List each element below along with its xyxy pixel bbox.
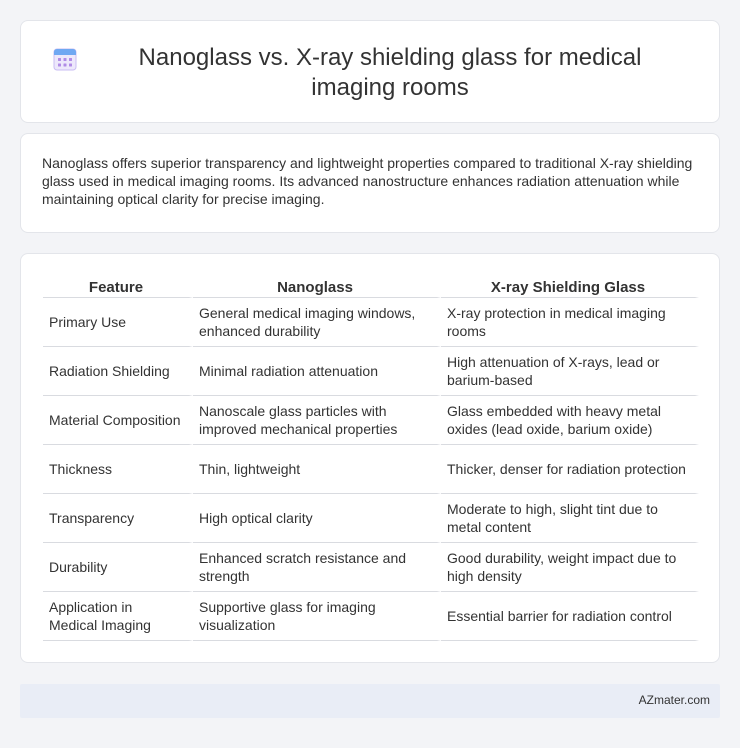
row-xray-glass: Thicker, denser for radiation protection bbox=[441, 445, 699, 494]
comparison-card bbox=[20, 253, 720, 663]
row-nanoglass: Nanoscale glass particles with improved mechanical properties bbox=[193, 396, 441, 445]
footer-bar bbox=[20, 684, 720, 718]
row-xray-glass: Moderate to high, slight tint due to metal content bbox=[441, 494, 699, 543]
row-feature: Thickness bbox=[43, 445, 193, 494]
row-nanoglass: Enhanced scratch resistance and strength bbox=[193, 543, 441, 592]
table-row bbox=[43, 494, 699, 543]
page-title: Nanoglass vs. X-ray shielding glass for medical imaging rooms bbox=[138, 44, 642, 101]
intro-card bbox=[20, 133, 720, 233]
row-feature: Primary Use bbox=[43, 298, 193, 347]
row-feature: Durability bbox=[43, 543, 193, 592]
header-feature: Feature bbox=[43, 276, 193, 298]
table-row bbox=[43, 396, 699, 445]
table-row bbox=[43, 543, 699, 592]
header-nanoglass: Nanoglass bbox=[193, 276, 441, 298]
intro-paragraph: Nanoglass offers superior transparency and lightweight properties compared to traditional X-ray shielding glass used in medical imaging rooms. Its advanced nanostructure enhances radiation attenuation while maintaining optical clarity for precise imaging. bbox=[42, 155, 693, 207]
row-nanoglass: Supportive glass for imaging visualization bbox=[193, 592, 441, 641]
row-nanoglass: High optical clarity bbox=[193, 494, 441, 543]
header-xray-glass: X-ray Shielding Glass bbox=[441, 276, 699, 298]
footer-brand: AZmater.com bbox=[638, 693, 710, 707]
row-nanoglass: Thin, lightweight bbox=[193, 445, 441, 494]
row-feature: Transparency bbox=[43, 494, 193, 543]
row-feature: Radiation Shielding bbox=[43, 347, 193, 396]
row-xray-glass: Good durability, weight impact due to high density bbox=[441, 543, 699, 592]
table-row bbox=[43, 592, 699, 641]
row-feature: Application in Medical Imaging bbox=[43, 592, 193, 641]
row-feature: Material Composition bbox=[43, 396, 193, 445]
title-card bbox=[20, 20, 720, 123]
row-nanoglass: Minimal radiation attenuation bbox=[193, 347, 441, 396]
row-xray-glass: Glass embedded with heavy metal oxides (lead oxide, barium oxide) bbox=[441, 396, 699, 445]
table-header-row bbox=[43, 276, 699, 298]
table-row bbox=[43, 445, 699, 494]
row-xray-glass: High attenuation of X-rays, lead or barium-based bbox=[441, 347, 699, 396]
comparison-table bbox=[43, 276, 699, 641]
row-xray-glass: Essential barrier for radiation control bbox=[441, 592, 699, 641]
row-nanoglass: General medical imaging windows, enhanced durability bbox=[193, 298, 441, 347]
table-row bbox=[43, 298, 699, 347]
table-row bbox=[43, 347, 699, 396]
row-xray-glass: X-ray protection in medical imaging rooms bbox=[441, 298, 699, 347]
